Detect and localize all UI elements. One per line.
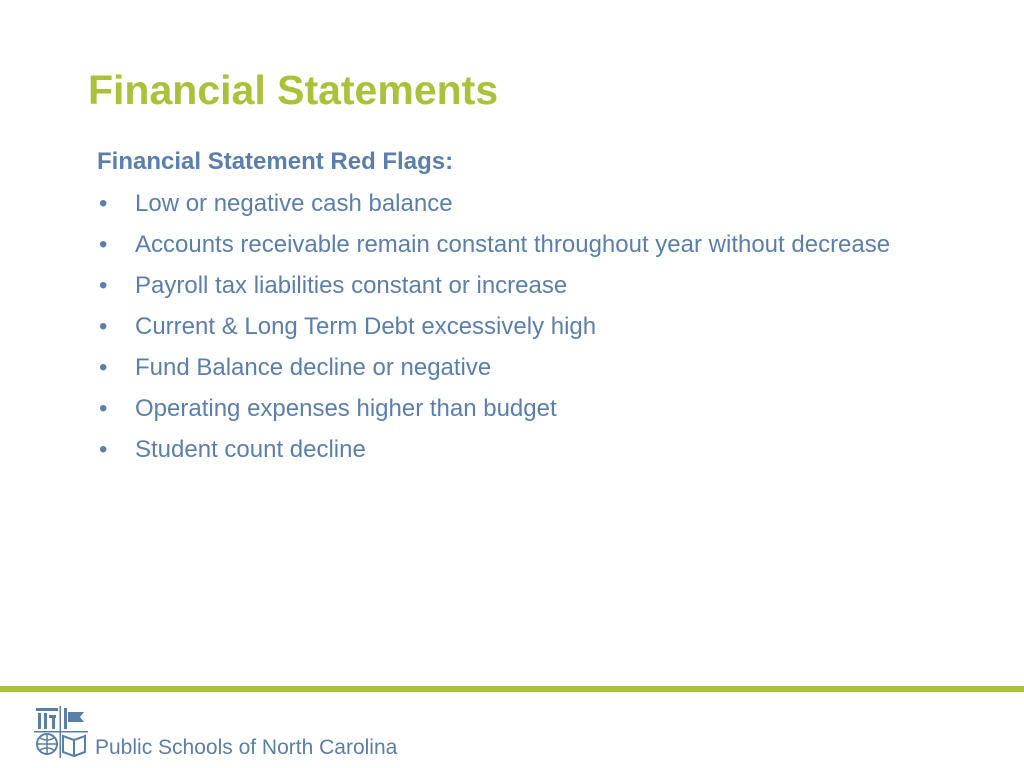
bullet-icon: • [99,436,108,463]
list-item [97,350,927,385]
bullet-icon: • [99,313,108,340]
list-item [97,186,927,221]
list-item-text: Operating expenses higher than budget [135,395,557,422]
list-item [97,391,927,426]
bullet-icon: • [99,395,108,422]
nc-dpi-seal-icon [34,706,88,758]
bullet-icon: • [99,190,108,217]
list-item [97,432,927,467]
red-flags-heading: Financial Statement Red Flags: [97,148,454,175]
list-item-text: Accounts receivable remain constant throughout year without decrease [135,231,891,258]
footer-divider [0,686,1024,692]
bullet-icon: • [99,272,108,299]
list-item-text: Low or negative cash balance [135,190,453,217]
list-item [97,227,927,262]
list-item-text: Fund Balance decline or negative [135,354,492,381]
red-flags-list [97,186,927,473]
bullet-icon: • [99,231,108,258]
slide-title: Financial Statements [88,67,499,113]
list-item [97,309,927,344]
list-item [97,268,927,303]
bullet-icon: • [99,354,108,381]
list-item-text: Student count decline [135,436,366,463]
list-item-text: Payroll tax liabilities constant or increase [135,272,568,299]
organization-name: Public Schools of North Carolina [95,736,398,759]
list-item-text: Current & Long Term Debt excessively high [135,313,597,340]
